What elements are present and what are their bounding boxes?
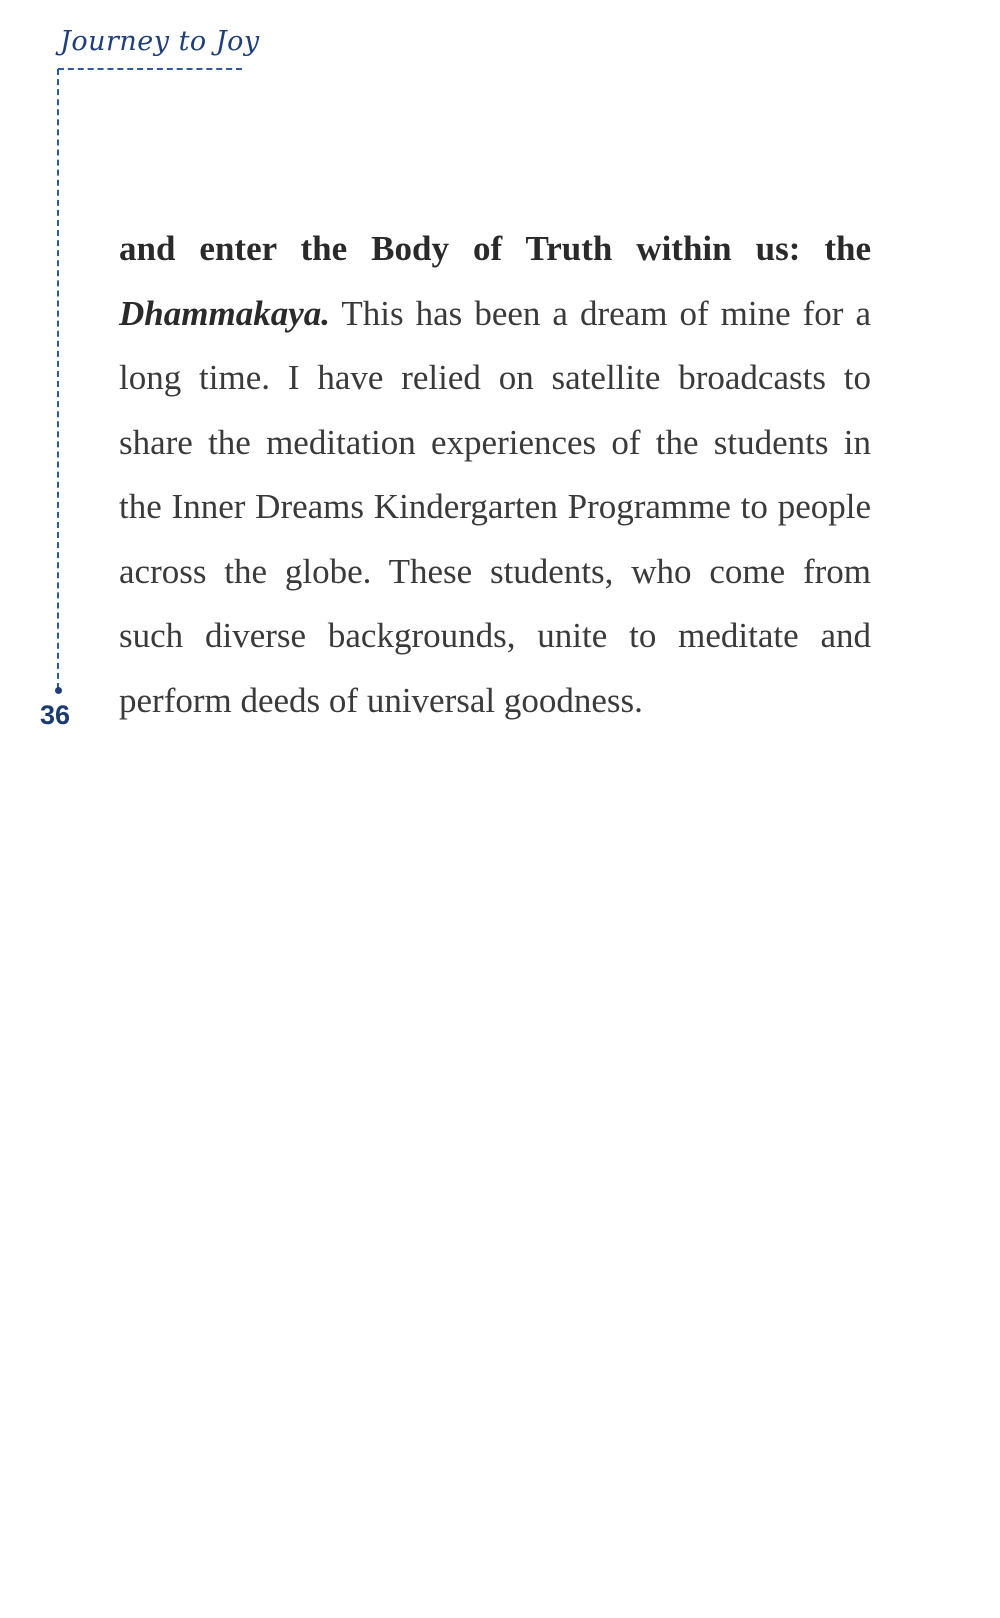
page-number: 36 [40,700,71,730]
dhammakaya-term: Dhammakaya. [119,293,330,333]
running-head-title: Journey to Joy [60,26,260,57]
rule-end-dot [55,687,62,694]
body-text: This has been a dream of mine for a long time. I have relied on satellite broadcasts to share the meditation experiences of the students in the Inner Dreams Kindergarten Programme to people across the globe. These students, who come from such diverse backgrounds, unite to meditate and perform deeds of universal goodness. [119,293,872,720]
header-dashed-rule [58,68,242,70]
body-paragraph [119,217,871,733]
margin-dashed-rule [57,69,59,689]
lead-bold-text: and enter the Body of Truth within us: the [119,229,871,268]
